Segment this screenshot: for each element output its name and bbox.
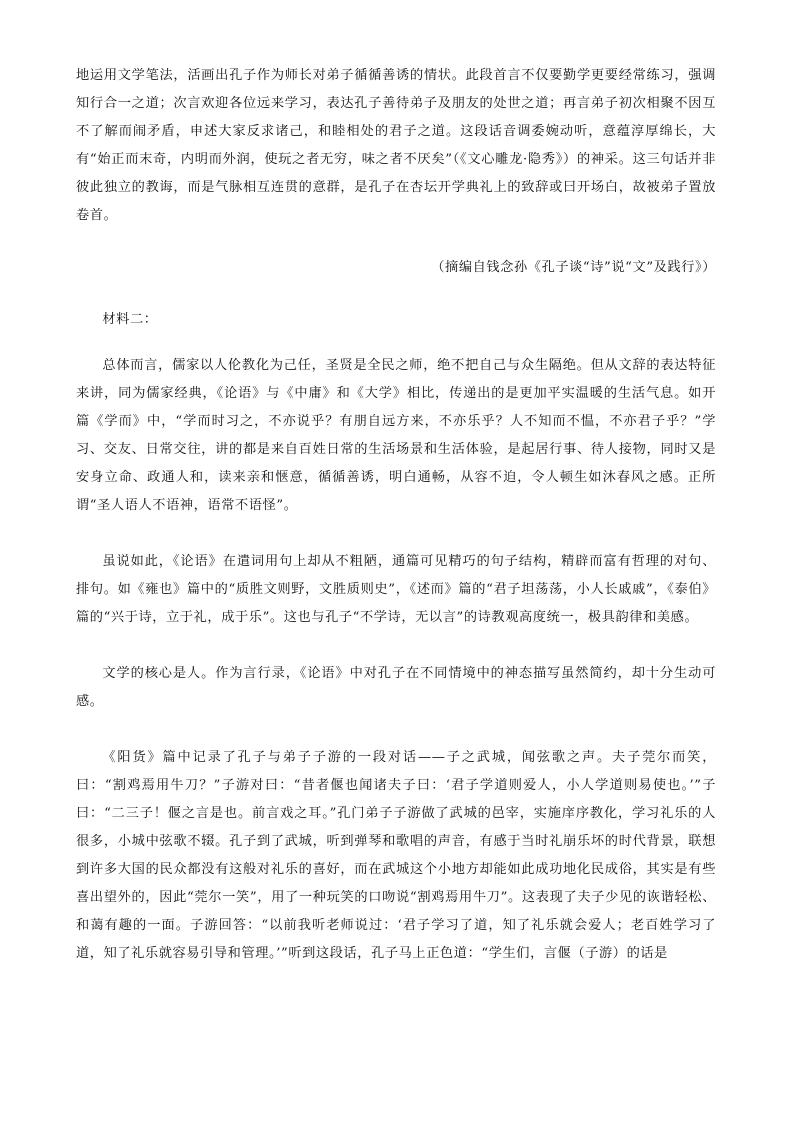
paragraph-continuation: 地运用文学笔法，活画出孔子作为师长对弟子循循善诱的情状。此段首言不仅要勤学更要经常练习，强调知行合一之道；次言欢迎各位远来学习，表达孔子善待弟子及朋友的处世之道；再言弟子初次相聚不因互不了解而闹矛盾，申述大家反求诸己，和睦相处的君子之道。这段话音调委婉动听，意蕴淳厚绵长，大有“始正而末奇，内明而外润，使玩之者无穷，味之者不厌矣”（《文心雕龙·隐秀》）的神采。这三句话并非彼此独立的教诲，而是气脉相互连贯的意群，是孔子在杏坛开学典礼上的致辞或曰开场白，故被弟子置放卷首。 (76, 68, 716, 223)
document-page (76, 62, 716, 968)
source-citation: （摘编自钱念孙《孔子谈“诗”说“文”及践行》） (431, 260, 716, 275)
section-heading-material-two: 材料二： (102, 312, 158, 327)
paragraph-style: 虽说如此，《论语》在遣词用句上却从不粗陋，通篇可见精巧的句子结构，精辟而富有哲理的对句、排句。如《雍也》篇中的“质胜文则野，文胜质则史”，《述而》篇的“君子坦荡荡，小人长戚戚”，《泰伯》篇的“兴于诗，立于礼，成于乐”。这也与孔子“不学诗，无以言”的诗教观高度统一，极具韵律和美感。 (76, 554, 716, 625)
paragraph-overview: 总体而言，儒家以人伦教化为己任，圣贤是全民之师，绝不把自己与众生隔绝。但从文辞的表达特征来讲，同为儒家经典，《论语》与《中庸》和《大学》相比，传递出的是更加平实温暖的生活气息。如开篇《学而》中，“学而时习之，不亦说乎？有朋自远方来，不亦乐乎？人不知而不愠，不亦君子乎？”学习、交友、日常交往，讲的都是来自百姓日常的生活场景和生活体验，是起居行事、待人接物，同时又是安身立命、政通人和，读来亲和惬意，循循善诱，明白通畅，从容不迫，令人顿生如沐春风之感。正所谓“圣人语人不语神，语常不语怪”。 (76, 358, 716, 513)
paragraph-yanghuo: 《阳货》篇中记录了孔子与弟子子游的一段对话——子之武城，闻弦歌之声。夫子莞尔而笑，曰：“割鸡焉用牛刀？”子游对曰：“昔者偃也闻诸夫子曰：‘君子学道则爱人，小人学道则易使也。’”子曰：“二三子！偃之言是也。前言戏之耳。”孔门弟子子游做了武城的邑宰，实施庠序教化，学习礼乐的人很多，小城中弦歌不辍。孔子到了武城，听到弹琴和歌唱的声音，有感于当时礼崩乐坏的时代背景，联想到许多大国的民众都没有这般对礼乐的喜好，而在武城这个小地方却能如此成功地化民成俗，其实是有些喜出望外的，因此“莞尔一笑”，用了一种玩笑的口吻说“割鸡焉用牛刀”。这表现了夫子少见的诙谐轻松、和蔼有趣的一面。子游回答：“以前我听老师说过：‘君子学习了道，知了礼乐就会爱人；老百姓学习了道，知了礼乐就容易引导和管理。’”听到这段话，孔子马上正色道：“学生们，言偃（子游）的话是 (76, 750, 716, 961)
paragraph-core: 文学的核心是人。作为言行录，《论语》中对孔子在不同情境中的神态描写虽然简约，却十分生动可感。 (76, 666, 716, 709)
